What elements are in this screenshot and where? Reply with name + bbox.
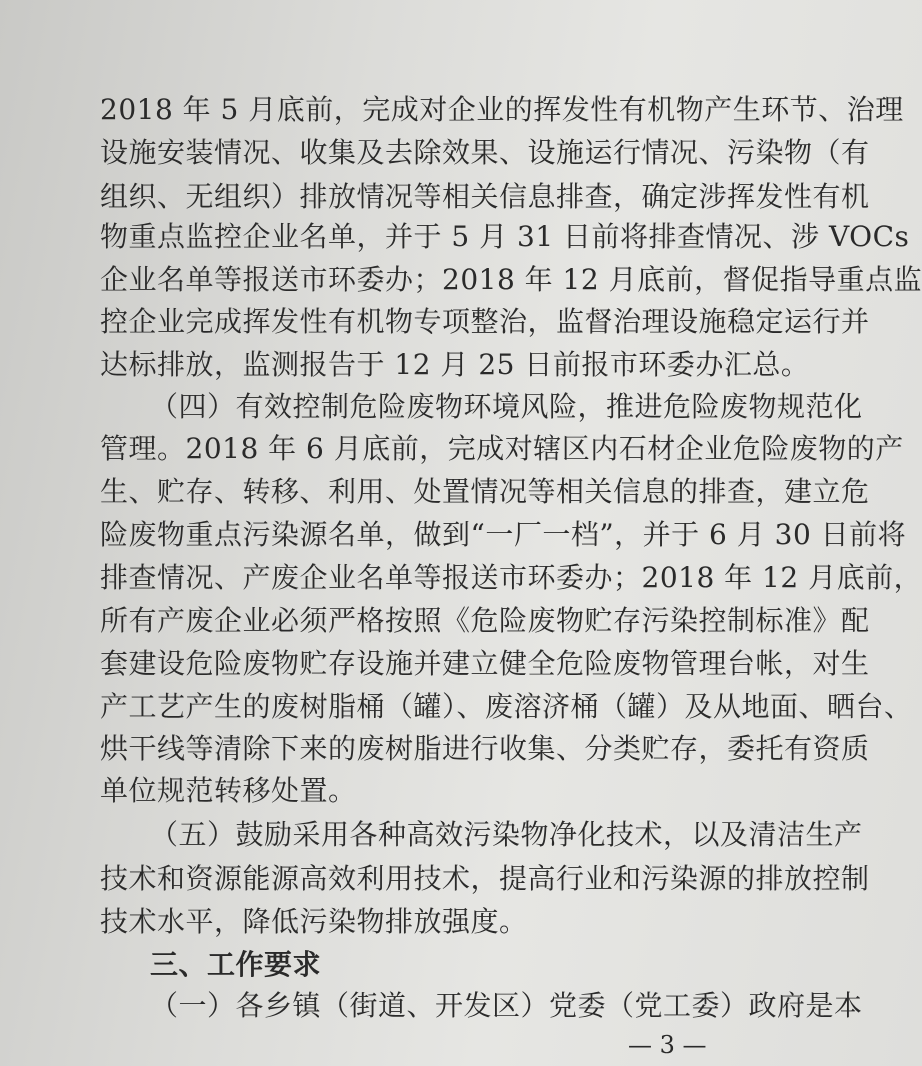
text-line: 企业名单等报送市环委办；2018 年 12 月底前，督促指导重点监 (100, 263, 922, 296)
text-line: 2018 年 5 月底前，完成对企业的挥发性有机物产生环节、治理 (100, 93, 904, 126)
text-line: 技术水平，降低污染物排放强度。 (100, 905, 528, 938)
text-line: 产工艺产生的废树脂桶（罐）、废溶济桶（罐）及从地面、晒台、 (100, 690, 913, 723)
text-line: 生、贮存、转移、利用、处置情况等相关信息的排查，建立危 (100, 475, 870, 508)
text-line: 烘干线等清除下来的废树脂进行收集、分类贮存，委托有资质 (100, 732, 870, 765)
text-line: 物重点监控企业名单，并于 5 月 31 日前将排查情况、涉 VOCs (100, 220, 910, 253)
page-number: — 3 — (628, 1031, 707, 1059)
section-heading-four: （四）有效控制危险废物环境风险，推进危险废物规范化 (150, 390, 863, 423)
text-line: 达标排放，监测报告于 12 月 25 日前报市环委办汇总。 (100, 348, 810, 381)
text-line: 套建设危险废物贮存设施并建立健全危险废物管理台帐，对生 (100, 647, 870, 680)
text-line: 设施安装情况、收集及去除效果、设施运行情况、污染物（有 (100, 136, 870, 169)
text-line: 险废物重点污染源名单，做到“一厂一档”，并于 6 月 30 日前将 (100, 518, 907, 551)
section-title-work-requirements: 三、工作要求 (150, 948, 322, 981)
text-line: 组织、无组织）排放情况等相关信息排查，确定涉挥发性有机 (100, 180, 870, 213)
text-line: 排查情况、产废企业名单等报送市环委办；2018 年 12 月底前， (100, 561, 922, 594)
section-heading-five: （五）鼓励采用各种高效污染物净化技术，以及清洁生产 (150, 818, 863, 851)
text-line: 所有产废企业必须严格按照《危险废物贮存污染控制标准》配 (100, 604, 870, 637)
text-line: 单位规范转移处置。 (100, 774, 357, 807)
text-line: 管理。2018 年 6 月底前，完成对辖区内石材企业危险废物的产 (100, 432, 904, 465)
text-line: 控企业完成挥发性有机物专项整治，监督治理设施稳定运行并 (100, 305, 870, 338)
text-line: （一）各乡镇（街道、开发区）党委（党工委）政府是本 (150, 989, 863, 1022)
text-line: 技术和资源能源高效利用技术，提高行业和污染源的排放控制 (100, 862, 870, 895)
